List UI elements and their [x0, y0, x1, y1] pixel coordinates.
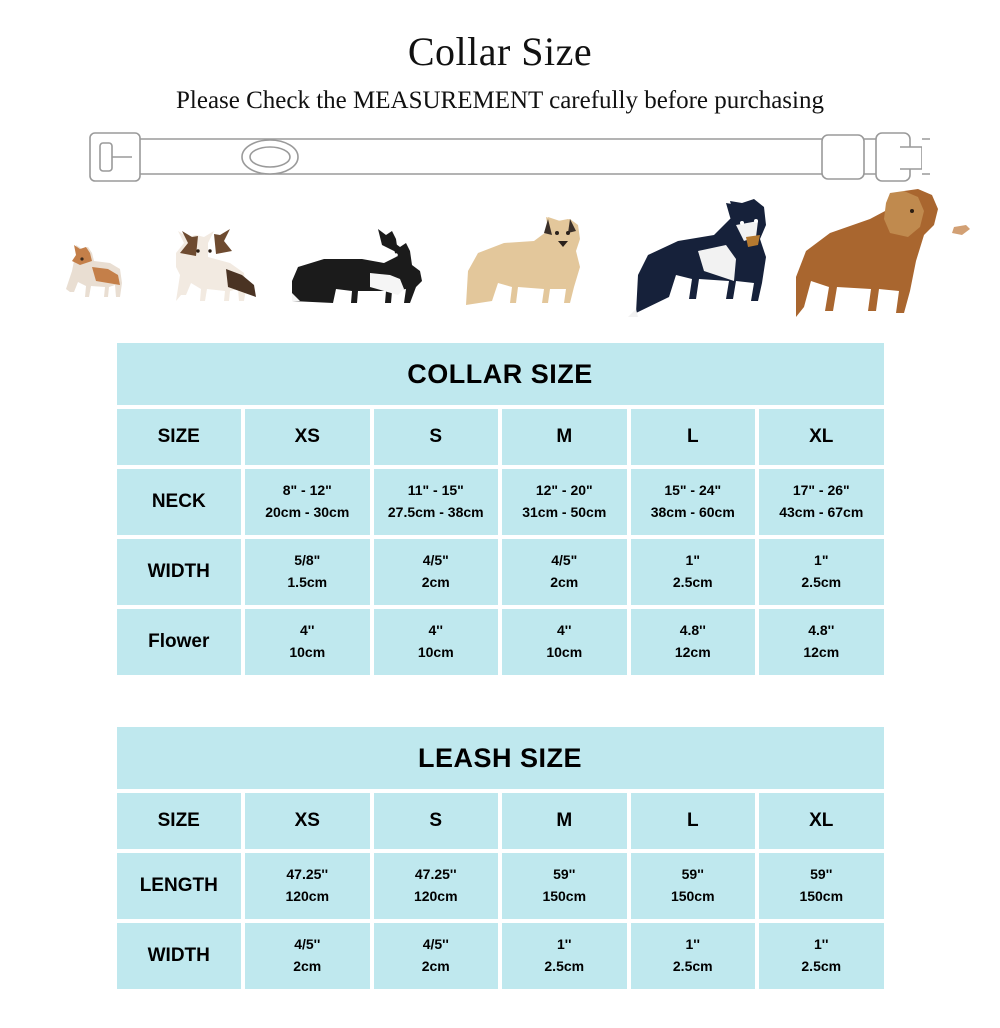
table-row: [117, 923, 884, 989]
collar-neck-xs: 8" - 12" 20cm - 30cm: [245, 469, 370, 535]
briard-icon: [796, 189, 970, 317]
leash-header-l: L: [631, 793, 756, 849]
leash-row-label-width: WIDTH: [117, 923, 242, 989]
collar-width-m: 4/5" 2cm: [502, 539, 627, 605]
collar-header-size: SIZE: [117, 409, 242, 465]
leash-row-label-length: LENGTH: [117, 853, 242, 919]
collar-row-label-flower: Flower: [117, 609, 242, 675]
collar-row-label-width: WIDTH: [117, 539, 242, 605]
corgi-icon: [292, 229, 422, 303]
leash-size-table: [113, 723, 888, 993]
collar-table-title-row: [117, 343, 884, 405]
collar-table-title: COLLAR SIZE: [117, 343, 884, 405]
chihuahua-icon: [66, 245, 122, 297]
leash-width-xs: 4/5'' 2cm: [245, 923, 370, 989]
collar-header-xs: XS: [245, 409, 370, 465]
collar-width-s: 4/5" 2cm: [374, 539, 499, 605]
leash-width-m: 1'' 2.5cm: [502, 923, 627, 989]
leash-length-s: 47.25'' 120cm: [374, 853, 499, 919]
collar-neck-m: 12" - 20" 31cm - 50cm: [502, 469, 627, 535]
leash-header-xs: XS: [245, 793, 370, 849]
leash-table-header-row: [117, 793, 884, 849]
leash-header-size: SIZE: [117, 793, 242, 849]
page-subtitle: Please Check the MEASUREMENT carefully before purchasing: [176, 87, 824, 114]
collar-size-table: [113, 339, 888, 679]
leash-width-xl: 1'' 2.5cm: [759, 923, 884, 989]
collar-illustration: [70, 129, 930, 189]
collar-flower-xl: 4.8'' 12cm: [759, 609, 884, 675]
collar-neck-xl: 17" - 26" 43cm - 67cm: [759, 469, 884, 535]
leash-table-title-row: [117, 727, 884, 789]
collar-table-header-row: [117, 409, 884, 465]
collar-row-label-neck: NECK: [117, 469, 242, 535]
table-spacer: [0, 679, 1000, 723]
leash-header-xl: XL: [759, 793, 884, 849]
leash-width-s: 4/5'' 2cm: [374, 923, 499, 989]
collar-width-xl: 1" 2.5cm: [759, 539, 884, 605]
table-row: [117, 469, 884, 535]
collar-flower-s: 4'' 10cm: [374, 609, 499, 675]
collar-size-table-wrap: [113, 339, 888, 679]
collar-neck-l: 15" - 24" 38cm - 60cm: [631, 469, 756, 535]
leash-width-l: 1'' 2.5cm: [631, 923, 756, 989]
page-title: Collar Size: [407, 29, 593, 74]
table-row: [117, 609, 884, 675]
leash-size-table-wrap: [113, 723, 888, 993]
pug-icon: [466, 217, 580, 305]
dog-collar-strap-icon: [70, 129, 930, 189]
collar-width-xs: 5/8" 1.5cm: [245, 539, 370, 605]
dog-silhouettes-row: [30, 189, 970, 339]
leash-length-l: 59'' 150cm: [631, 853, 756, 919]
collar-neck-s: 11" - 15" 27.5cm - 38cm: [374, 469, 499, 535]
australian-shepherd-icon: [628, 199, 766, 317]
leash-length-xl: 59'' 150cm: [759, 853, 884, 919]
leash-header-m: M: [502, 793, 627, 849]
size-chart-page: [0, 28, 1000, 1028]
papillon-icon: [176, 229, 256, 301]
collar-width-l: 1" 2.5cm: [631, 539, 756, 605]
collar-header-l: L: [631, 409, 756, 465]
collar-header-m: M: [502, 409, 627, 465]
table-row: [117, 853, 884, 919]
collar-flower-l: 4.8'' 12cm: [631, 609, 756, 675]
collar-header-s: S: [374, 409, 499, 465]
collar-header-xl: XL: [759, 409, 884, 465]
table-row: [117, 539, 884, 605]
dog-breeds-illustration: [30, 189, 970, 339]
collar-flower-m: 4'' 10cm: [502, 609, 627, 675]
leash-header-s: S: [374, 793, 499, 849]
leash-length-m: 59'' 150cm: [502, 853, 627, 919]
leash-table-title: LEASH SIZE: [117, 727, 884, 789]
collar-flower-xs: 4'' 10cm: [245, 609, 370, 675]
leash-length-xs: 47.25'' 120cm: [245, 853, 370, 919]
